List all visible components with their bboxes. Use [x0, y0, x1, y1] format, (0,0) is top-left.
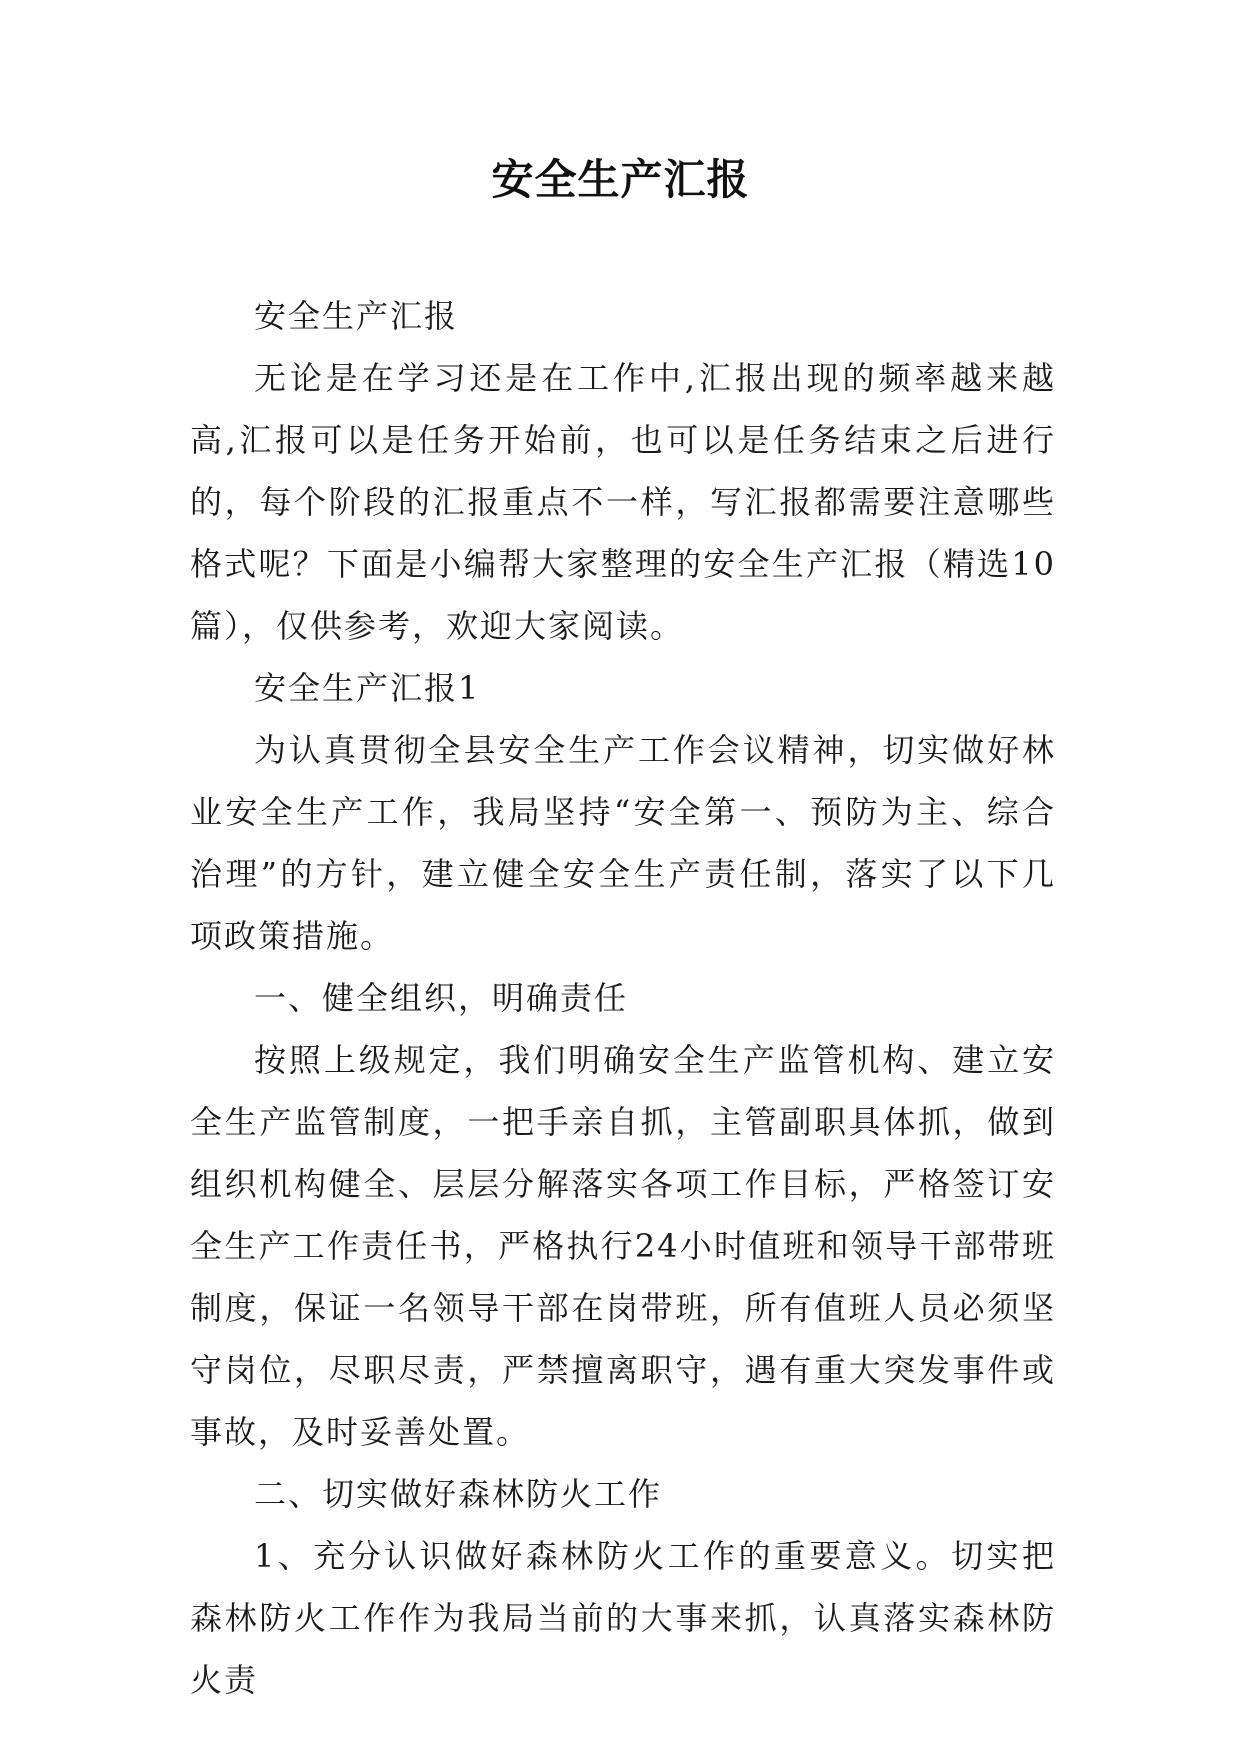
- paragraph-section-heading: 安全生产汇报1: [254, 669, 481, 707]
- paragraph-heading-2: 二、切实做好森林防火工作: [254, 1475, 663, 1513]
- document-body: [190, 285, 1056, 1711]
- paragraph-heading-1: 一、健全组织，明确责任: [254, 979, 629, 1017]
- paragraph-body: 1、充分认识做好森林防火工作的重要意义。切实把森林防火工作作为我局当前的大事来抓，认真落实森林防火责: [190, 1537, 1056, 1699]
- document-title: 安全生产汇报: [491, 155, 750, 204]
- paragraph-body: 按照上级规定，我们明确安全生产监管机构、建立安全生产监管制度，一把手亲自抓，主管副职具体抓，做到组织机构健全、层层分解落实各项工作目标，严格签订安全生产工作责任书，严格执行24小时值班和领导干部带班制度，保证一名领导干部在岗带班，所有值班人员必须坚守岗位，尽职尽责，严禁擅离职守，遇有重大突发事件或事故，及时妥善处置。: [190, 1041, 1056, 1451]
- paragraph-intro: 无论是在学习还是在工作中,汇报出现的频率越来越高,汇报可以是任务开始前，也可以是任务结束之后进行的，每个阶段的汇报重点不一样，写汇报都需要注意哪些格式呢？下面是小编帮大家整理的安全生产汇报（精选10篇），仅供参考，欢迎大家阅读。: [190, 359, 1056, 645]
- paragraph-body: 为认真贯彻全县安全生产工作会议精神，切实做好林业安全生产工作，我局坚持“安全第一、预防为主、综合治理”的方针，建立健全安全生产责任制，落实了以下几项政策措施。: [190, 731, 1056, 955]
- paragraph-subtitle: 安全生产汇报: [254, 297, 459, 335]
